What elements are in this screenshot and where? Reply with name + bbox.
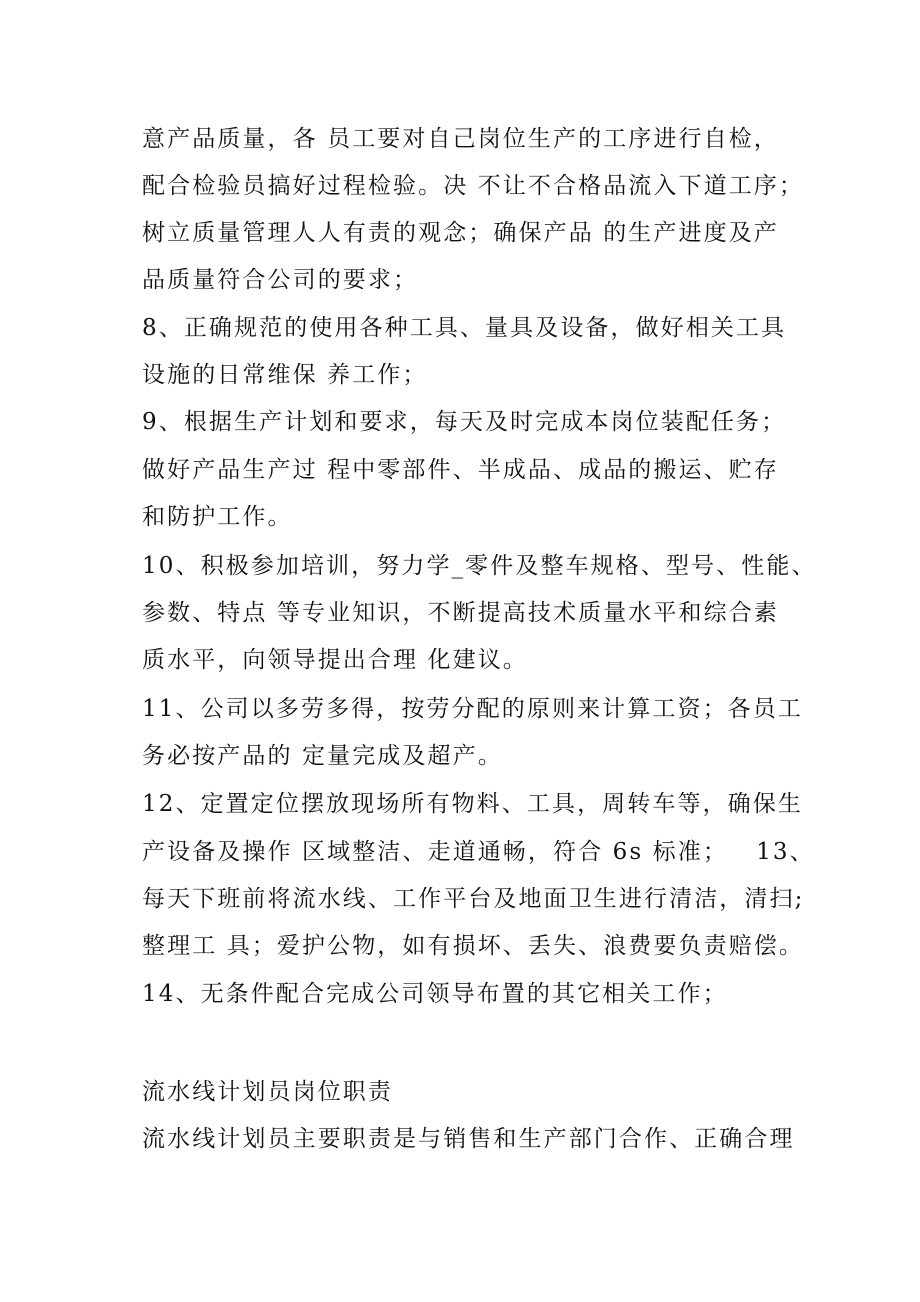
text-line: 和防护工作。 — [142, 504, 293, 530]
text-line: 设施的日常维保 养工作； — [142, 362, 428, 388]
text-line: 10、积极参加培训，努力学_零件及整车规格、型号、性能、 — [142, 553, 817, 579]
text-line: 8、正确规范的使用各种工具、量具及设备，做好相关工具 — [142, 315, 787, 341]
text-line: 9、根据生产计划和要求，每天及时完成本岗位装配任务； — [142, 409, 787, 435]
text-line: 12、定置定位摆放现场所有物料、工具，周转车等，确保生 — [142, 791, 803, 817]
text-line: 意产品质量，各 员工要对自己岗位生产的工序进行自检， — [142, 126, 779, 152]
text-line: 产设备及操作 区域整洁、走道通畅，符合 6s 标准； 13、 — [142, 839, 815, 865]
text-line: 参数、特点 等专业知识，不断提高技术质量水平和综合素 — [142, 600, 779, 626]
text-line: 务必按产品的 定量完成及超产。 — [142, 743, 503, 769]
text-line: 14、无条件配合完成公司领导布置的其它相关工作； — [142, 981, 728, 1007]
section-heading: 流水线计划员岗位职责 — [142, 1079, 393, 1105]
text-line: 整理工 具；爱护公物，如有损坏、丢失、浪费要负责赔偿。 — [142, 933, 805, 959]
text-line: 配合检验员搞好过程检验。决 不让不合格品流入下道工序； — [142, 173, 805, 199]
text-line: 做好产品生产过 程中零部件、半成品、成品的搬运、贮存 — [142, 457, 779, 483]
text-line: 11、公司以多劳多得，按劳分配的原则来计算工资；各员工 — [142, 696, 803, 722]
text-line: 质水平，向领导提出合理 化建议。 — [142, 647, 528, 673]
text-line: 品质量符合公司的要求； — [142, 267, 419, 293]
text-line: 树立质量管理人人有责的观念；确保产品 的生产进度及产 — [142, 220, 779, 246]
text-line: 流水线计划员主要职责是与销售和生产部门合作、正确合理 — [142, 1126, 795, 1152]
text-line: 每天下班前将流水线、工作平台及地面卫生进行清洁，清扫; — [142, 886, 805, 912]
